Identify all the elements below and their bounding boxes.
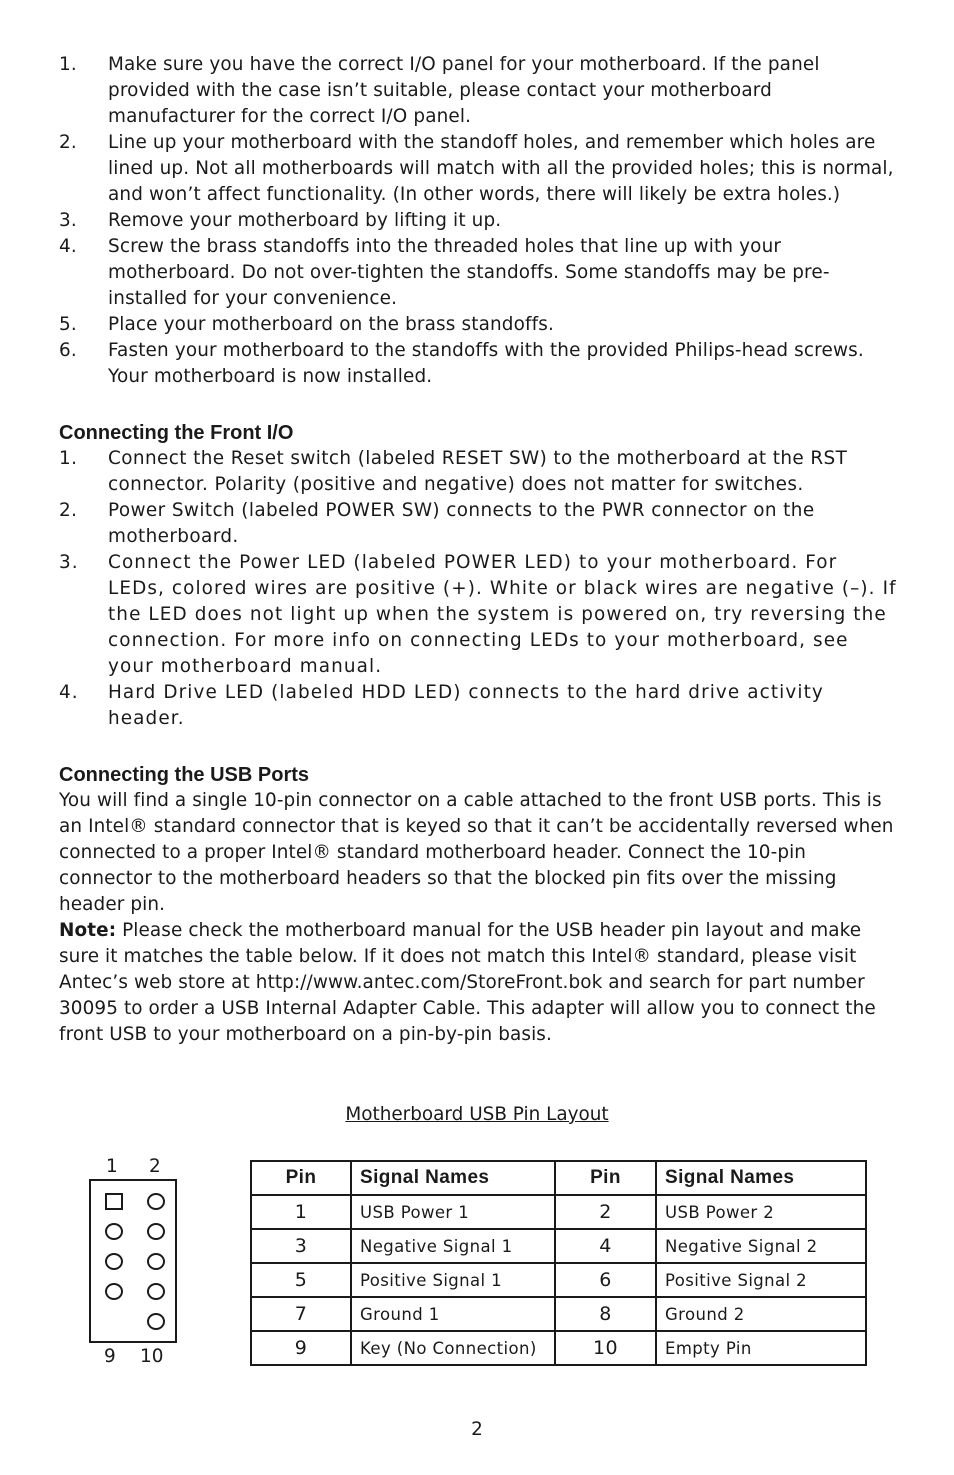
column-header: Pin [251,1161,351,1195]
pin-3-icon [105,1223,123,1240]
step-number: 4. [59,682,79,703]
signal-name-cell: USB Power 1 [351,1195,555,1229]
note-text: Please check the motherboard manual for the USB header pin layout and make sure it matches the table below. If it does not match this Intel® standard, please visit Antec’s web store at http://www.antec.com/StoreFront.bok and search for part number 30095 to order a USB Internal Adapter Cable. This adapter will allow you to connect the front USB to your motherboard on a pin-by-pin basis. [59,920,876,1045]
table-row [251,1297,866,1331]
step-text: Hard Drive LED (labeled HDD LED) connects to the hard drive activity header. [108,682,824,729]
step-text: Line up your motherboard with the standoff holes, and remember which holes are lined up. Not all motherboards will match with all the provided holes; this is normal, and won’t affect functionality. (In other words, there will likely be extra holes.) [108,132,894,205]
signal-name-cell: Ground 2 [656,1297,866,1331]
list-item [59,680,899,732]
pin-header-outline [89,1179,177,1343]
step-number: 4. [59,236,77,257]
usb-header-pin-diagram [89,1155,181,1375]
signal-name-cell: Negative Signal 2 [656,1229,866,1263]
step-text: Make sure you have the correct I/O panel for your motherboard. If the panel provided with the case isn’t suitable, please contact your motherboard manufacturer for the correct I/O panel. [108,54,820,127]
pin-label-2: 2 [149,1156,161,1177]
list-item [59,52,899,130]
pin-8-icon [147,1283,165,1300]
list-item [59,446,899,498]
pin-5-icon [105,1253,123,1270]
signal-name-cell: Empty Pin [656,1331,866,1365]
step-text: Screw the brass standoffs into the threaded holes that line up with your motherboard. Do not over-tighten the standoffs. Some standoffs may be pre-installed for your convenience. [108,236,830,309]
section-heading-usb: Connecting the USB Ports [59,764,310,786]
step-number: 5. [59,314,77,335]
usb-paragraph: You will find a single 10-pin connector on a cable attached to the front USB ports. This is an Intel® standard connector that is keyed so that it can’t be accidentally reversed when connected to a proper Intel® standard motherboard header. Connect the 10-pin connector to the motherboard headers so that the blocked pin fits over the missing header pin. [59,790,894,915]
pin-number-cell: 1 [251,1195,351,1229]
pin-label-1: 1 [106,1156,118,1177]
step-text: Connect the Power LED (labeled POWER LED) to your motherboard. For LEDs, colored wires are positive (+). White or black wires are negative (–). If the LED does not light up when the system is powered on, try reversing the connection. For more info on connecting LEDs to your motherboard, see your motherboard manual. [108,552,897,677]
pin-number-cell: 8 [555,1297,656,1331]
pin-label-10: 10 [140,1346,164,1367]
table-row [251,1229,866,1263]
signal-name-cell: Key (No Connection) [351,1331,555,1365]
pin-layout-caption: Motherboard USB Pin Layout [345,1104,609,1125]
signal-name-cell: USB Power 2 [656,1195,866,1229]
column-header: Signal Names [351,1161,555,1195]
list-item [59,208,899,234]
pin-number-cell: 6 [555,1263,656,1297]
pin-2-icon [147,1193,165,1210]
step-text: Fasten your motherboard to the standoffs with the provided Philips-head screws. Your motherboard is now installed. [108,340,864,387]
step-number: 6. [59,340,77,361]
table-row [251,1263,866,1297]
list-item [59,550,899,680]
list-item [59,338,899,390]
pin-10-icon [147,1313,165,1330]
table-row [251,1195,866,1229]
pin-number-cell: 2 [555,1195,656,1229]
list-item [59,498,899,550]
pin-4-icon [147,1223,165,1240]
page-content [59,52,899,1048]
step-text: Connect the Reset switch (labeled RESET SW) to the motherboard at the RST connector. Polarity (positive and negative) does not matter for switches. [108,448,848,495]
step-number: 2. [59,132,77,153]
signal-name-cell: Ground 1 [351,1297,555,1331]
table-header-row [251,1161,866,1195]
pin-1-square-icon [105,1193,123,1210]
step-number: 2. [59,500,78,521]
column-header: Pin [555,1161,656,1195]
step-number: 1. [59,448,78,469]
signal-name-cell: Positive Signal 2 [656,1263,866,1297]
pin-6-icon [147,1253,165,1270]
front-io-steps-list [59,446,899,732]
pin-label-9: 9 [104,1346,116,1367]
step-number: 3. [59,552,79,573]
step-text: Power Switch (labeled POWER SW) connects to the PWR connector on the motherboard. [108,500,815,547]
pin-number-cell: 4 [555,1229,656,1263]
list-item [59,234,899,312]
pin-number-cell: 7 [251,1297,351,1331]
install-steps-list [59,52,899,390]
step-number: 1. [59,54,77,75]
column-header: Signal Names [656,1161,866,1195]
step-number: 3. [59,210,77,231]
list-item [59,312,899,338]
pin-number-cell: 3 [251,1229,351,1263]
table-row [251,1331,866,1365]
pin-number-cell: 5 [251,1263,351,1297]
signal-name-cell: Negative Signal 1 [351,1229,555,1263]
signal-name-cell: Positive Signal 1 [351,1263,555,1297]
page-number: 2 [471,1419,483,1440]
usb-note [59,918,899,1048]
pin-number-cell: 9 [251,1331,351,1365]
section-heading-front-io: Connecting the Front I/O [59,422,294,444]
usb-pin-table [250,1160,867,1366]
step-text: Remove your motherboard by lifting it up. [108,210,502,231]
note-label: Note: [59,920,117,941]
pin-7-icon [105,1283,123,1300]
list-item [59,130,899,208]
pin-number-cell: 10 [555,1331,656,1365]
step-text: Place your motherboard on the brass standoffs. [108,314,555,335]
